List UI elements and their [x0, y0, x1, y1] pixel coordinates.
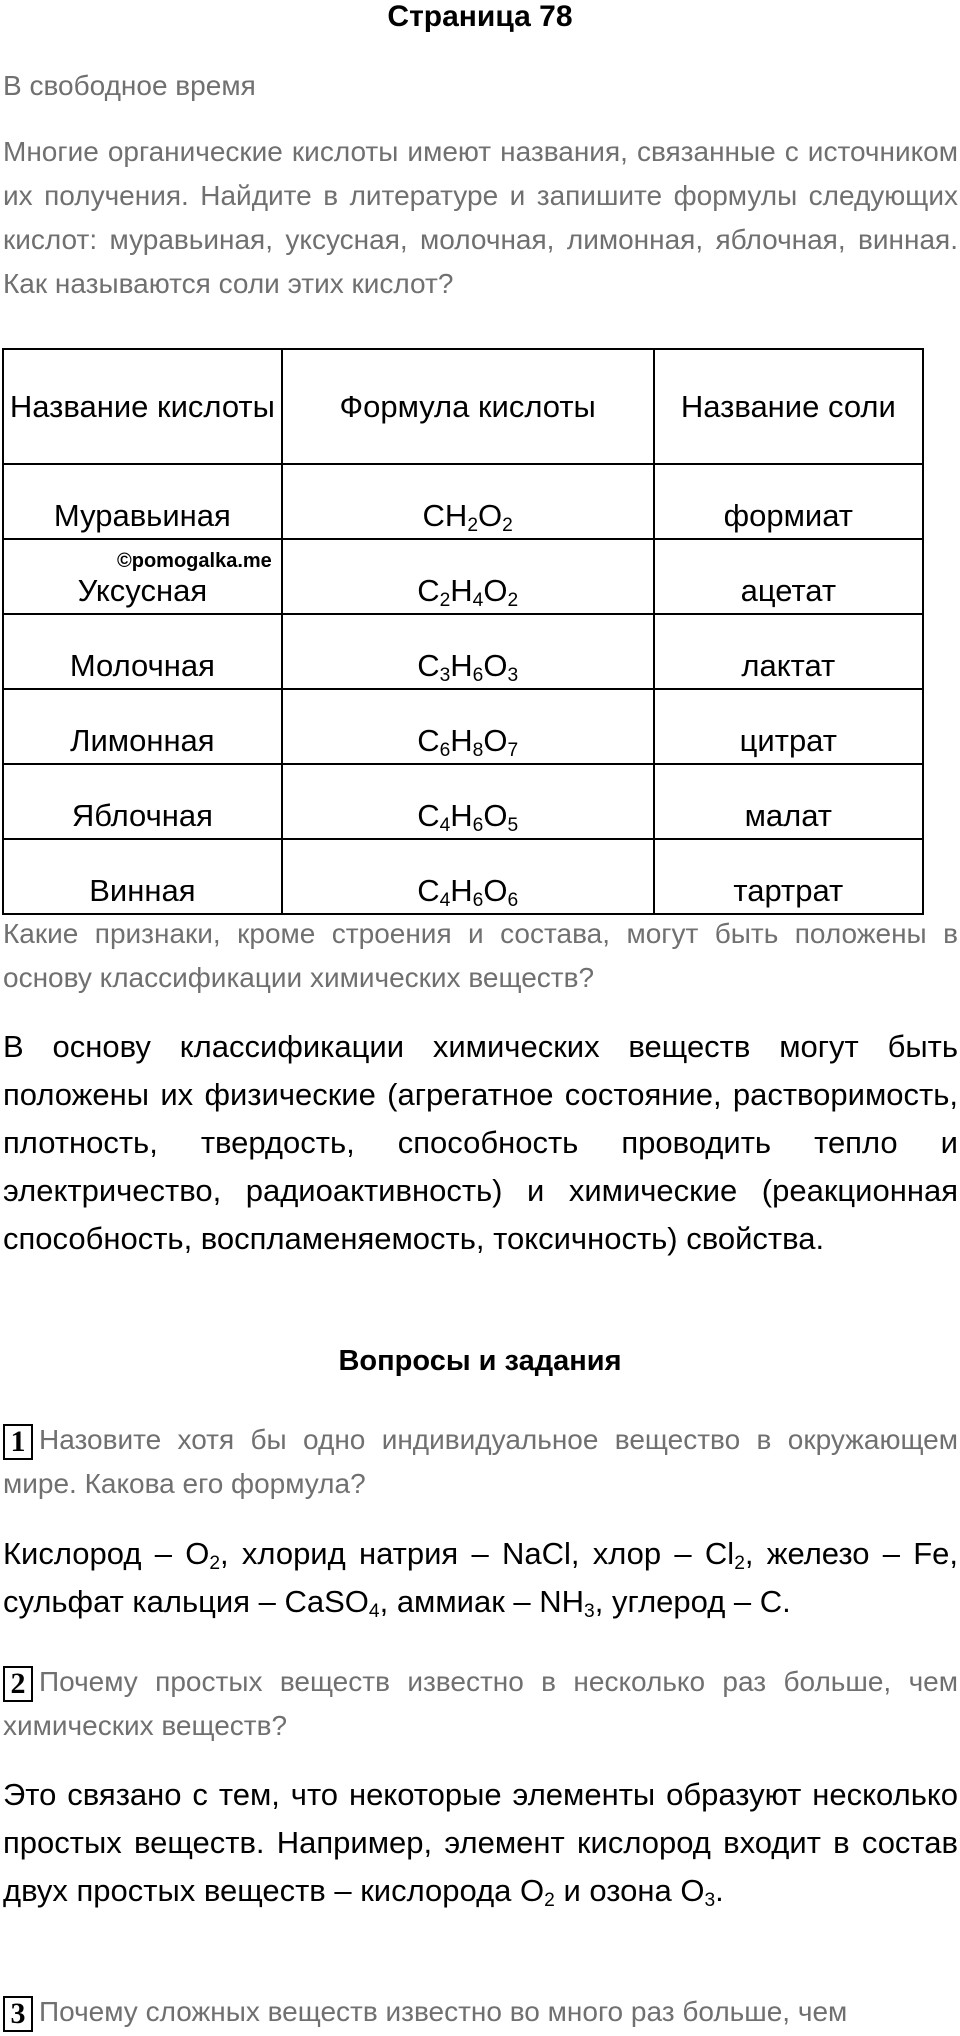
task-1-question — [3, 1418, 958, 1506]
table-header-row — [3, 349, 923, 464]
acid-name-cell: Винная — [3, 839, 282, 914]
salt-name-cell: формиат — [654, 464, 923, 539]
table-row — [3, 689, 923, 764]
table-row — [3, 839, 923, 914]
task-3-question — [3, 1990, 958, 2034]
task-1-answer: Кислород – $O_2$, хлорид натрия – NaCl, хлор – $Cl_2$, железо – Fe, сульфат кальция – CaSO$_4$, аммиак – $NH_3$, углерод – C. — [3, 1536, 959, 1622]
acid-name-cell: Уксусная — [3, 539, 282, 614]
formula-cell: $CH_2O_2$ — [282, 464, 654, 539]
question-classification: Какие признаки, кроме строения и состава, могут быть положены в основу классификации химических веществ? — [3, 918, 958, 993]
answer-classification: В основу классификации химических веществ могут быть положены их физические (агрегатное состояние, растворимость, плотность, твердость, способность проводить тепло и электричество, радиоактивность) и химические (реакционная способность, воспламеняемость, токсичность) свойства. — [3, 1029, 958, 1256]
task-number-badge: 1 — [3, 1424, 33, 1460]
page-title: Страница 78 — [387, 0, 573, 33]
acids-table — [2, 348, 924, 915]
header-acid-name: Название кислоты — [3, 349, 282, 464]
salt-name-cell: ацетат — [654, 539, 923, 614]
section-heading: Вопросы и задания — [338, 1345, 622, 1377]
table-row — [3, 464, 923, 539]
acid-name-cell: Муравьиная — [3, 464, 282, 539]
formula-cell: $C_3H_6O_3$ — [282, 614, 654, 689]
salt-name-cell: малат — [654, 764, 923, 839]
intro-paragraph: Многие органические кислоты имеют названия, связанные с источником их получения. Найдите в литературе и запишите формулы следующих кислот: муравьиная, уксусная, молочная, лимонная, яблочная, винная. Как называются соли этих кислот? — [3, 136, 958, 299]
salt-name-cell: тартрат — [654, 839, 923, 914]
watermark: ©pomogalka.me — [117, 550, 272, 572]
task-number-badge: 2 — [3, 1666, 33, 1702]
task-2-question — [3, 1660, 958, 1748]
formula-cell: $C_4H_6O_6$ — [282, 839, 654, 914]
acid-name-cell: Молочная — [3, 614, 282, 689]
table-row — [3, 764, 923, 839]
task-question-text: Почему простых веществ известно в несколько раз больше, чем химических веществ? — [3, 1666, 958, 1741]
salt-name-cell: цитрат — [654, 689, 923, 764]
table-row — [3, 614, 923, 689]
task-question-text: Назовите хотя бы одно индивидуальное вещество в окружающем мире. Какова его формула? — [3, 1424, 958, 1499]
task-number-badge: 3 — [3, 1996, 33, 2032]
salt-name-cell: лактат — [654, 614, 923, 689]
header-formula: Формула кислоты — [282, 349, 654, 464]
header-salt-name: Название соли — [654, 349, 923, 464]
acid-name-cell: Лимонная — [3, 689, 282, 764]
task-2-answer: Это связано с тем, что некоторые элементы образуют несколько простых веществ. Например, элемент кислород входит в состав двух простых веществ – кислорода $O_2$ и озона $O_3$. — [3, 1777, 958, 1911]
acid-name-cell: Яблочная — [3, 764, 282, 839]
formula-cell: $C_6H_8O_7$ — [282, 689, 654, 764]
section-label: В свободное время — [3, 70, 256, 101]
formula-cell: $C_2H_4O_2$ — [282, 539, 654, 614]
formula-cell: $C_4H_6O_5$ — [282, 764, 654, 839]
task-question-text: Почему сложных веществ известно во много раз больше, чем — [39, 1996, 848, 2027]
